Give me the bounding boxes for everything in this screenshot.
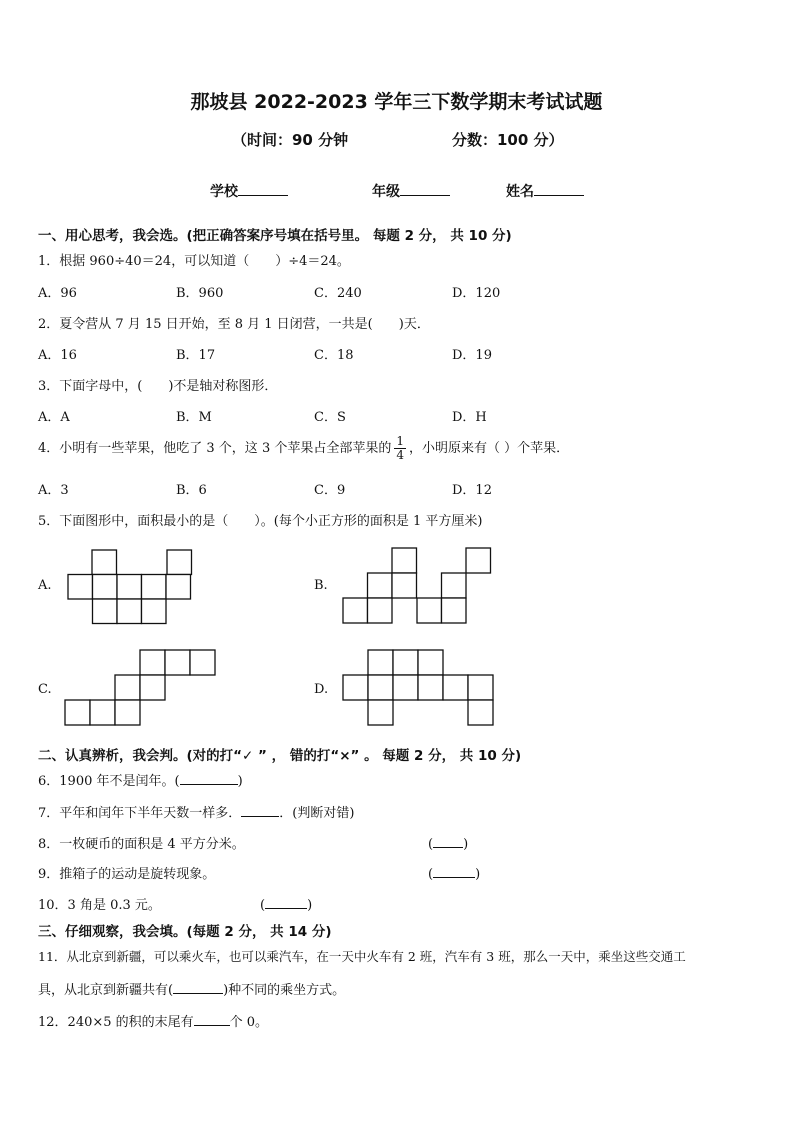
q9-answer — [428, 863, 480, 882]
question-5: 5．下面图形中，面积最小的是（ ）。(每个小正方形的面积是 1 平方厘米) — [38, 514, 483, 529]
exam-time: （时间：90 分钟 — [232, 131, 349, 149]
grade-label: 年级 — [372, 184, 400, 200]
figure-b-grid — [342, 547, 494, 625]
name-field — [506, 181, 584, 201]
q10-answer — [260, 894, 312, 913]
question-4 — [38, 435, 569, 462]
name-blank[interactable] — [534, 181, 584, 196]
q4-text-after: ，小明原来有（ ）个苹果． — [408, 441, 570, 456]
q10-paren-open: ( — [260, 898, 266, 913]
q3-option-c[interactable]: C．S — [314, 410, 346, 425]
q7-text: 7．平年和闰年下半年天数一样多． — [38, 806, 242, 821]
q6-answer-blank[interactable] — [180, 770, 238, 785]
figure-c-grid — [63, 649, 219, 727]
q10-paren-close: ) — [307, 898, 313, 913]
q9-answer-blank[interactable] — [433, 863, 475, 878]
q12-text-a: 12．240×5 的积的末尾有 — [38, 1015, 194, 1030]
q3-option-b[interactable]: B．M — [176, 410, 212, 425]
question-9: 9．推箱子的运动是旋转现象。 — [38, 867, 216, 882]
figure-b-label[interactable]: B. — [314, 578, 328, 593]
q3-option-a[interactable]: A．A — [38, 410, 70, 425]
q11-text-b: )种不同的乘坐方式。 — [223, 983, 346, 998]
q4-frac-num: 1 — [396, 434, 404, 448]
q10-answer-blank[interactable] — [265, 894, 307, 909]
school-field — [210, 181, 288, 201]
figure-a-label[interactable]: A. — [38, 578, 52, 593]
q8-answer-blank[interactable] — [433, 833, 463, 848]
q8-paren-close: ) — [463, 837, 469, 852]
q11-answer-blank[interactable] — [173, 979, 223, 994]
q1-option-a[interactable]: A．96 — [38, 286, 77, 301]
q7-answer-blank[interactable] — [241, 802, 279, 817]
figure-c-label[interactable]: C. — [38, 682, 52, 697]
q11-text-a: 具，从北京到新疆共有( — [38, 983, 174, 998]
section3-heading: 三、仔细观察，我会填。(每题 2 分， 共 14 分) — [38, 924, 332, 940]
q1-option-c[interactable]: C．240 — [314, 286, 362, 301]
section2-heading: 二、认真辨析，我会判。(对的打“✓ ” ， 错的打“×” 。 每题 2 分， 共 10 分) — [38, 748, 522, 764]
question-10: 10．3 角是 0.3 元。 — [38, 898, 161, 913]
question-12 — [38, 1011, 268, 1030]
question-1: 1．根据 960÷40＝24，可以知道（ ）÷4＝24。 — [38, 254, 350, 269]
q8-paren-open: ( — [428, 837, 434, 852]
school-blank[interactable] — [238, 181, 288, 196]
question-7 — [38, 802, 354, 821]
q6-text: 6．1900 年不是闰年。( — [38, 774, 180, 789]
question-6 — [38, 770, 243, 789]
q9-paren-open: ( — [428, 867, 434, 882]
question-11-line2 — [38, 979, 345, 998]
name-label: 姓名 — [506, 184, 534, 200]
q3-option-d[interactable]: D．H — [452, 410, 487, 425]
q2-option-c[interactable]: C．18 — [314, 348, 354, 363]
q4-text-before: 4．小明有一些苹果，他吃了 3 个，这 3 个苹果占全部苹果的 — [38, 441, 392, 456]
q1-option-b[interactable]: B．960 — [176, 286, 224, 301]
figure-d-label[interactable]: D. — [314, 682, 329, 697]
q12-answer-blank[interactable] — [194, 1011, 230, 1026]
exam-score: 分数：100 分） — [452, 131, 564, 149]
q12-text-b: 个 0。 — [229, 1015, 269, 1030]
q2-option-d[interactable]: D．19 — [452, 348, 492, 363]
page-title: 那坡县 2022-2023 学年三下数学期末考试试题 — [190, 91, 603, 113]
q4-option-b[interactable]: B．6 — [176, 483, 207, 498]
q4-option-c[interactable]: C．9 — [314, 483, 346, 498]
q4-option-d[interactable]: D．12 — [452, 483, 492, 498]
grade-field — [372, 181, 450, 201]
question-2: 2．夏令营从 7 月 15 日开始，至 8 月 1 日闭营，一共是( )天． — [38, 317, 430, 332]
figure-d-grid — [342, 649, 498, 727]
q6-paren-close: ) — [237, 774, 243, 789]
school-label: 学校 — [210, 184, 238, 200]
q9-paren-close: ) — [475, 867, 481, 882]
grade-blank[interactable] — [400, 181, 450, 196]
q2-option-a[interactable]: A．16 — [38, 348, 77, 363]
q4-frac-den: 4 — [396, 448, 404, 462]
q4-option-a[interactable]: A．3 — [38, 483, 69, 498]
question-3: 3．下面字母中，( )不是轴对称图形． — [38, 379, 278, 394]
q1-option-d[interactable]: D．120 — [452, 286, 501, 301]
figure-a-grid — [67, 549, 195, 625]
q4-fraction — [394, 435, 406, 462]
q8-answer — [428, 833, 468, 852]
section1-heading: 一、用心思考，我会选。(把正确答案序号填在括号里。 每题 2 分， 共 10 分) — [38, 228, 512, 244]
question-8: 8．一枚硬币的面积是 4 平方分米。 — [38, 837, 245, 852]
question-11-line1: 11．从北京到新疆，可以乘火车，也可以乘汽车，在一天中火车有 2 班，汽车有 3 班，那么一天中，乘坐这些交通工 — [38, 949, 686, 964]
q7-text-end: ．(判断对错) — [279, 806, 355, 821]
q2-option-b[interactable]: B．17 — [176, 348, 216, 363]
